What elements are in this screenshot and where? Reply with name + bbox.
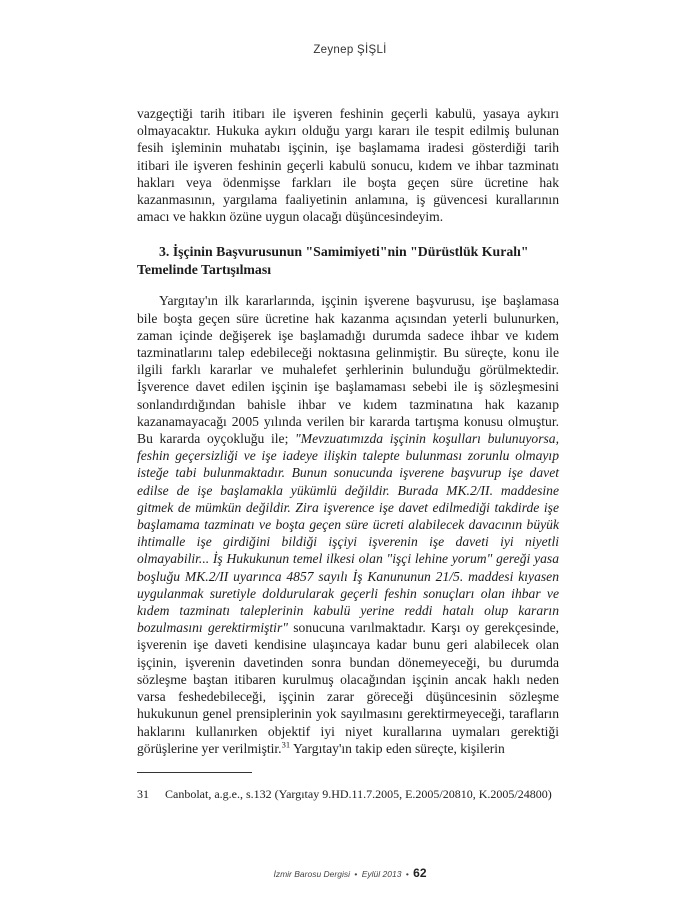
paragraph-intro: Yargıtay'ın ilk kararlarında, işçinin işverene başvurusu, işe başlamasa bile boşta geçen süre ücretine hak kazanma açısından yeterli bulunurken, zaman içinde değişerek işe başlamadığı durumda sadece ihbar ve kıdem tazminatlarını talep edebileceği noktasına gelinmiştir. Bu süreçte, konu ile ilgili farklı kararlar ve muhalefet şerhlerinin bulunduğu görülmektedir. İşverence davet edilen işçinin işe başlamaması sebebi ile iş sözleşmesini sonlandırdığından bahisle ihbar ve kıdem tazminatına hak kazanıp kazanamayacağı 2005 yılında verilen bir kararda tartışma konusu olmuştur. Bu kararda oyçokluğu ile; [137, 293, 559, 447]
footer-separator-2: • [405, 869, 409, 879]
paragraph-main [137, 292, 559, 756]
paragraph-end: Yargıtay'ın takip eden süreçte, kişilerin [293, 740, 505, 756]
running-header-author: Zeynep ŞİŞLİ [313, 44, 387, 56]
court-quote: "Mevzuatımızda işçinin koşulları bulunuyorsa, feshin geçersizliği ve işe iadeye ilişkin talepte bulunması zorunlu olmayıp isteğe tabi bulunmaktadır. Bunun sonucunda işverene başvurup işe davet edilse de işe başlamakla yükümlü değildir. Burada MK.2/II. maddesine gitmek de mümkün değildir. Zira işverence işe davet edilmediği takdirde işe başlamama tazminatı ve boşta geçen süre ücreti alabilecek davacının büyük ihtimalle işe girdiğini bildiği işçiyi işverenin işe daveti iyi niyetli olmayabilir... İş Hukukunun temel ilkesi olan "işçi lehine yorum" gereği yasa boşluğu MK.2/II uyarınca 4857 sayılı İş Kanununun 21/5. maddesi kıyasen uygulanmak suretiyle doldurularak geçerli feshin sonuçları olan ihbar ve kıdem tazminatı taleplerinin kabulü yerine reddi hatalı olup kararın bozulmasını gerektirmiştir" [137, 431, 559, 636]
body-text [137, 105, 559, 757]
paragraph-continuation: vazgeçtiği tarih itibarı ile işveren feshinin geçerli kabulü, yasaya aykırı olmayacaktır. Hukuka aykırı olduğu yargı kararı ile tespit edilmiş bulunan fesih işleminin muhatabı işçinin, işe başlamama iradesi gösterdiği tarih itibari ile işveren feshinin geçerli kabulü sonucu, kıdem ve ihbar tazminatı hakları veya ödenmişse farkları ile boşta geçen süre ücretine hak kazanmasının, yargılama faaliyetinin anlamına, iş güvencesi kurallarının amacı ve hakkın özüne uygun olacağı düşüncesindeyim. [137, 106, 559, 225]
footnote-divider [137, 772, 252, 773]
section-number: 3. [159, 244, 170, 260]
journal-name: İzmir Barosu Dergisi [273, 869, 350, 879]
footer-separator: • [354, 869, 358, 879]
footnote-text: Canbolat, a.g.e., s.132 (Yargıtay 9.HD.11.7.2005, E.2005/20810, K.2005/24800) [165, 787, 552, 801]
running-footer [0, 866, 700, 880]
footnote-reference[interactable]: 31 [281, 739, 291, 750]
page-number: 62 [413, 866, 427, 880]
issue-date: Eylül 2013 [361, 869, 402, 879]
footnote-number: 31 [137, 787, 149, 801]
paragraph-rest: sonucuna varılmaktadır. Karşı oy gerekçesinde, işverenin işe daveti kendisine ulaşıncaya kadar bunu geri alabilecek olan işçinin, işverenin davetinden sonra bundan dönemeyeceği, bu durumda sözleşme baştan itibaren kurulmuş olacağından işçinin ancak haklı neden varsa feshedebileceği, işçinin zarar göreceği düşüncesinin sözleşme hukukunun genel prensiplerinin yok sayılmasını gerektirmeyeceği, tarafların haklarını kullanırken objektif iyi niyet kurallarına uymaları gerektiği görüşlerine yer verilmiştir. [137, 620, 560, 756]
footnote [137, 787, 577, 802]
section-title: İşçinin Başvurusunun "Samimiyeti"nin "Dürüstlük Kuralı" Temelinde Tartışılması [137, 244, 529, 277]
section-heading [137, 243, 559, 278]
